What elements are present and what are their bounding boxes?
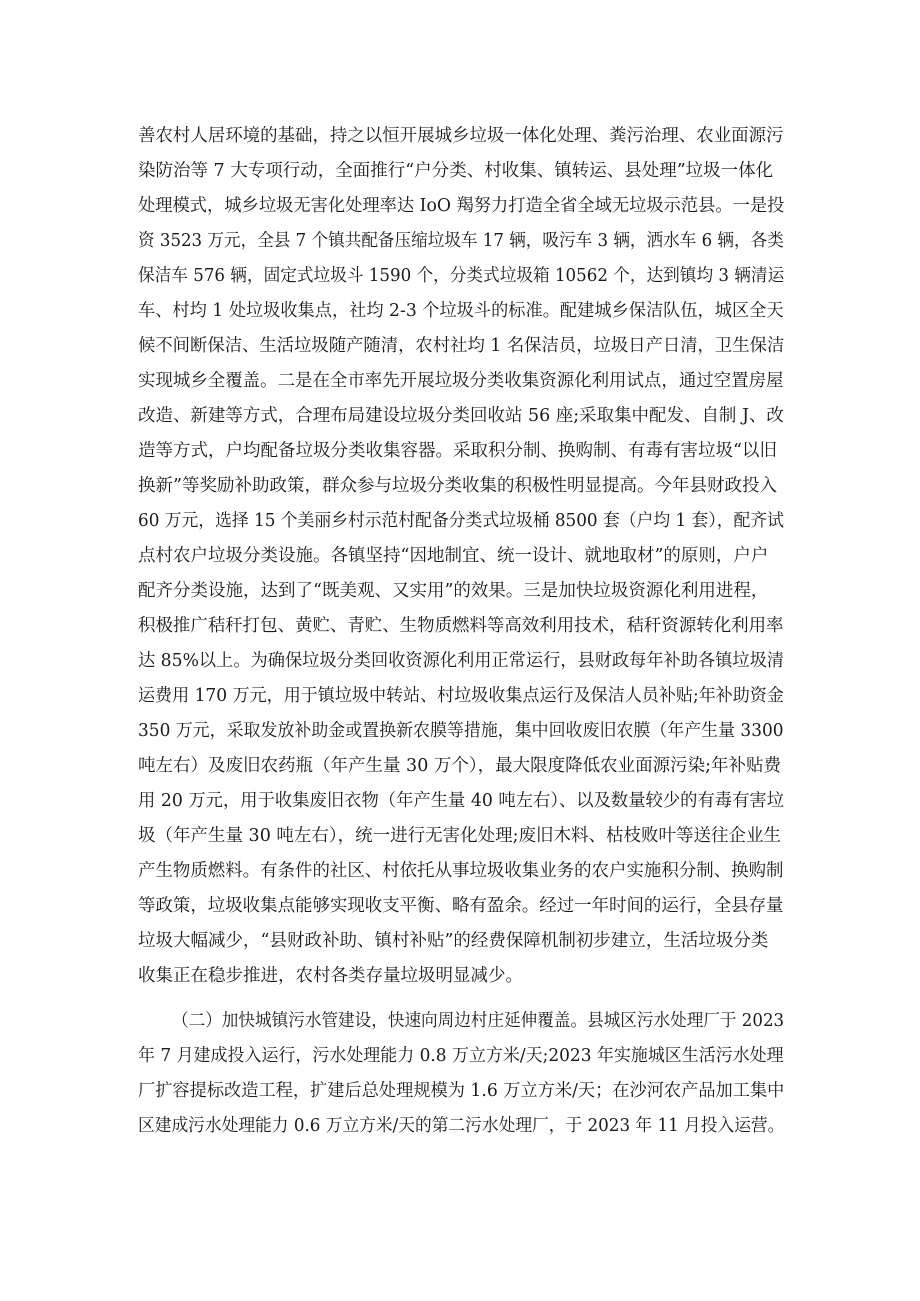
- text-line: 垃圾大幅减少，“县财政补助、镇村补贴”的经费保障机制初步建立，生活垃圾分类: [138, 931, 769, 951]
- text-line: 产生物质燃料。有条件的社区、村依托从事垃圾收集业务的农户实施积分制、换购制: [138, 861, 784, 881]
- text-line: 用 20 万元，用于收集废旧衣物（年产生量 40 吨左右）、以及数量较少的有毒有害垃: [138, 791, 785, 811]
- text-line: （二）加快城镇污水管建设，快速向周边村庄延伸覆盖。县城区污水处理厂于 2023: [172, 1011, 785, 1031]
- text-line: 资 3523 万元，全县 7 个镇共配备压缩垃圾车 17 辆，吸污车 3 辆，洒水车 6 辆，各类: [138, 231, 784, 251]
- text-line: 候不间断保洁、生活垃圾随产随清，农村社均 1 名保洁员，垃圾日产日清，卫生保洁: [138, 336, 785, 356]
- text-line: 造等方式，户均配备垃圾分类收集容器。采取积分制、换购制、有毒有害垃圾“以旧: [138, 441, 777, 461]
- text-line: 60 万元，选择 15 个美丽乡村示范村配备分类式垃圾桶 8500 套（户均 1 套），配齐试: [138, 511, 784, 531]
- text-line: 善农村人居环境的基础，持之以恒开展城乡垃圾一体化处理、粪污治理、农业面源污: [138, 126, 784, 146]
- text-line: 保洁车 576 辆，固定式垃圾斗 1590 个，分类式垃圾箱 10562 个，达到镇均 3 辆清运: [138, 266, 785, 286]
- text-line: 改造、新建等方式，合理布局建设垃圾分类回收站 56 座;采取集中配发、自制 J、改: [138, 406, 784, 426]
- text-line: 350 万元，采取发放补助金或置换新农膜等措施，集中回收废旧农膜（年产生量 3300: [138, 721, 784, 741]
- text-line: 处理模式，城乡垃圾无害化处理率达 IoO 羯努力打造全省全域无垃圾示范县。一是投: [138, 196, 785, 216]
- text-line: 吨左右）及废旧农药瓶（年产生量 30 万个），最大限度降低农业面源污染;年补贴费: [138, 756, 782, 776]
- text-line: 区建成污水处理能力 0.6 万立方米/天的第二污水处理厂，于 2023 年 11 月投入运营。: [138, 1116, 785, 1136]
- text-line: 收集正在稳步推进，农村各类存量垃圾明显减少。: [138, 966, 523, 986]
- text-line: 实现城乡全覆盖。二是在全市率先开展垃圾分类收集资源化利用试点，通过空置房屋: [138, 371, 784, 391]
- text-line: 厂扩容提标改造工程，扩建后总处理规模为 1.6 万立方米/天；在沙河农产品加工集中: [138, 1081, 785, 1101]
- text-line: 车、村均 1 处垃圾收集点，社均 2-3 个垃圾斗的标准。配建城乡保洁队伍，城区全天: [138, 301, 784, 321]
- text-line: 点村农户垃圾分类设施。各镇坚持“因地制宜、统一设计、就地取材”的原则，户户: [138, 546, 769, 566]
- text-line: 换新”等奖励补助政策，群众参与垃圾分类收集的积极性明显提高。今年县财政投入: [138, 476, 777, 496]
- text-line: 积极推广秸秆打包、黄贮、青贮、生物质燃料等高效利用技术，秸秆资源转化利用率: [138, 616, 784, 636]
- text-line: 运费用 170 万元，用于镇垃圾中转站、村垃圾收集点运行及保洁人员补贴;年补助资金: [138, 686, 784, 706]
- text-line: 配齐分类设施，达到了“既美观、又实用”的效果。三是加快垃圾资源化利用进程，: [138, 581, 769, 601]
- text-line: 染防治等 7 大专项行动，全面推行“户分类、村收集、镇转运、县处理”垃圾一体化: [138, 161, 774, 181]
- text-line: 年 7 月建成投入运行，污水处理能力 0.8 万立方米/天;2023 年实施城区生活污水处理: [138, 1046, 784, 1066]
- text-line: 圾（年产生量 30 吨左右），统一进行无害化处理;废旧木料、枯枝败叶等送往企业生: [138, 826, 782, 846]
- text-line: 达 85%以上。为确保垃圾分类回收资源化利用正常运行，县财政每年补助各镇垃圾清: [138, 651, 784, 671]
- text-line: 等政策，垃圾收集点能够实现收支平衡、略有盈余。经过一年时间的运行，全县存量: [138, 896, 784, 916]
